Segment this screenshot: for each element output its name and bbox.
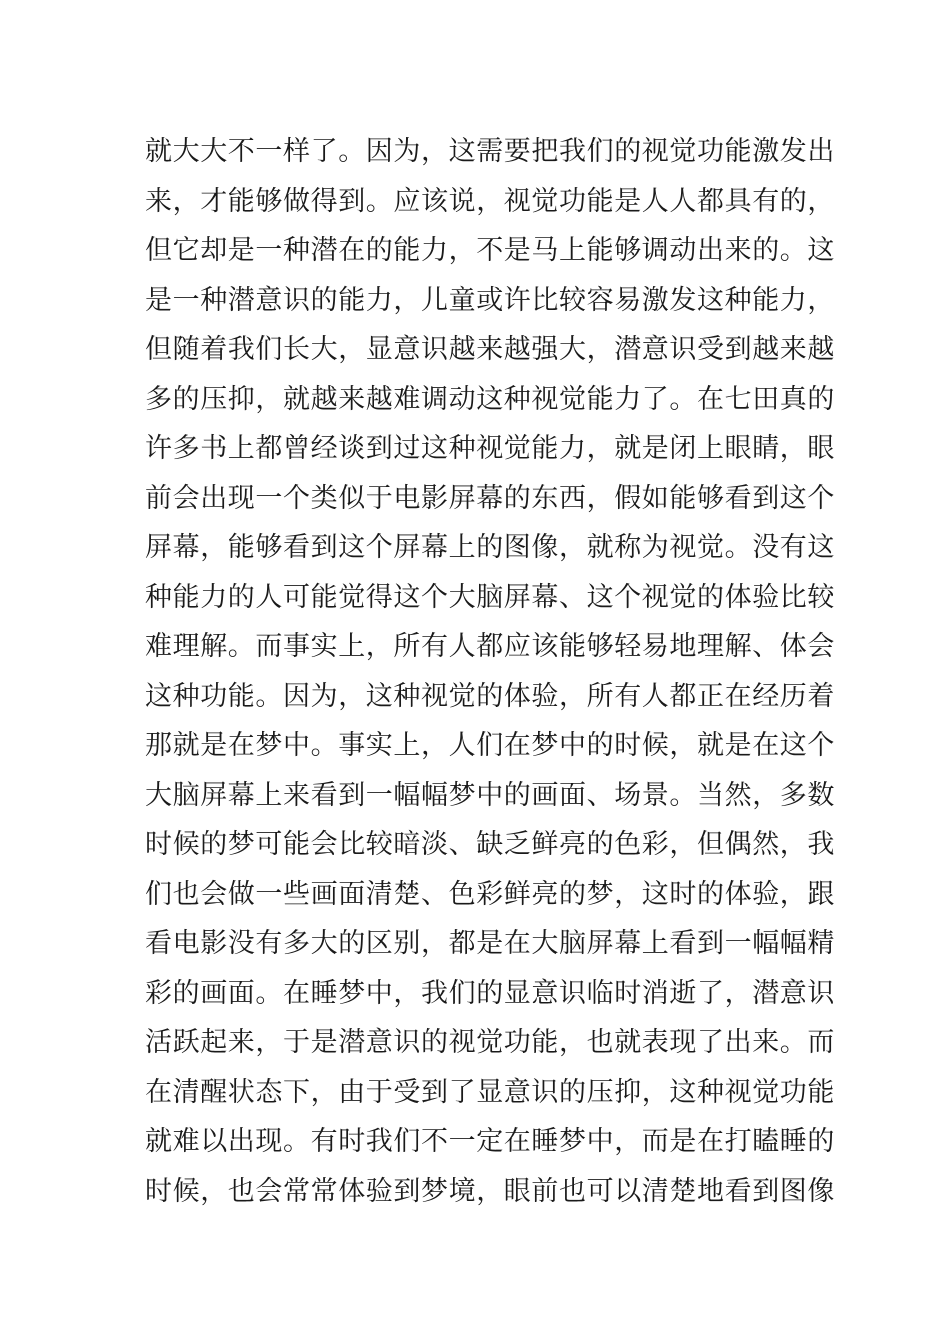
text-line-17: 看电影没有多大的区别，都是在大脑屏幕上看到一幅幅精 — [145, 928, 835, 959]
text-line-5: 但随着我们长大，显意识越来越强大，潜意识受到越来越 — [145, 334, 835, 365]
text-line-15: 时候的梦可能会比较暗淡、缺乏鲜亮的色彩，但偶然，我 — [145, 829, 835, 860]
text-line-19: 活跃起来，于是潜意识的视觉功能，也就表现了出来。而 — [145, 1027, 835, 1058]
text-line-18: 彩的画面。在睡梦中，我们的显意识临时消逝了，潜意识 — [145, 977, 835, 1009]
body-text — [145, 127, 835, 1216]
text-line-11: 难理解。而事实上，所有人都应该能够轻易地理解、体会 — [145, 631, 835, 662]
text-line-1: 就大大不一样了。因为，这需要把我们的视觉功能激发出 — [145, 136, 835, 167]
text-line-21: 就难以出现。有时我们不一定在睡梦中，而是在打瞌睡的 — [145, 1126, 835, 1157]
text-line-10: 种能力的人可能觉得这个大脑屏幕、这个视觉的体验比较 — [145, 581, 835, 613]
text-line-4: 是一种潜意识的能力，儿童或许比较容易激发这种能力， — [145, 284, 835, 316]
text-line-6: 多的压抑，就越来越难调动这种视觉能力了。在七田真的 — [145, 383, 835, 415]
text-line-3: 但它却是一种潜在的能力，不是马上能够调动出来的。这 — [145, 235, 835, 266]
text-line-22: 时候，也会常常体验到梦境，眼前也可以清楚地看到图像 — [145, 1175, 835, 1207]
text-line-20: 在清醒状态下，由于受到了显意识的压抑，这种视觉功能 — [145, 1076, 835, 1108]
text-line-7: 许多书上都曾经谈到过这种视觉能力，就是闭上眼睛，眼 — [145, 433, 835, 464]
text-line-8: 前会出现一个类似于电影屏幕的东西，假如能够看到这个 — [145, 482, 835, 514]
text-line-16: 们也会做一些画面清楚、色彩鲜亮的梦，这时的体验，跟 — [145, 878, 835, 910]
text-line-2: 来，才能够做得到。应该说，视觉功能是人人都具有的， — [145, 185, 835, 217]
text-line-9: 屏幕，能够看到这个屏幕上的图像，就称为视觉。没有这 — [145, 532, 835, 563]
text-line-14: 大脑屏幕上来看到一幅幅梦中的画面、场景。当然，多数 — [145, 779, 835, 811]
text-line-12: 这种功能。因为，这种视觉的体验，所有人都正在经历着 — [145, 680, 835, 712]
text-line-13: 那就是在梦中。事实上，人们在梦中的时候，就是在这个 — [145, 730, 835, 761]
